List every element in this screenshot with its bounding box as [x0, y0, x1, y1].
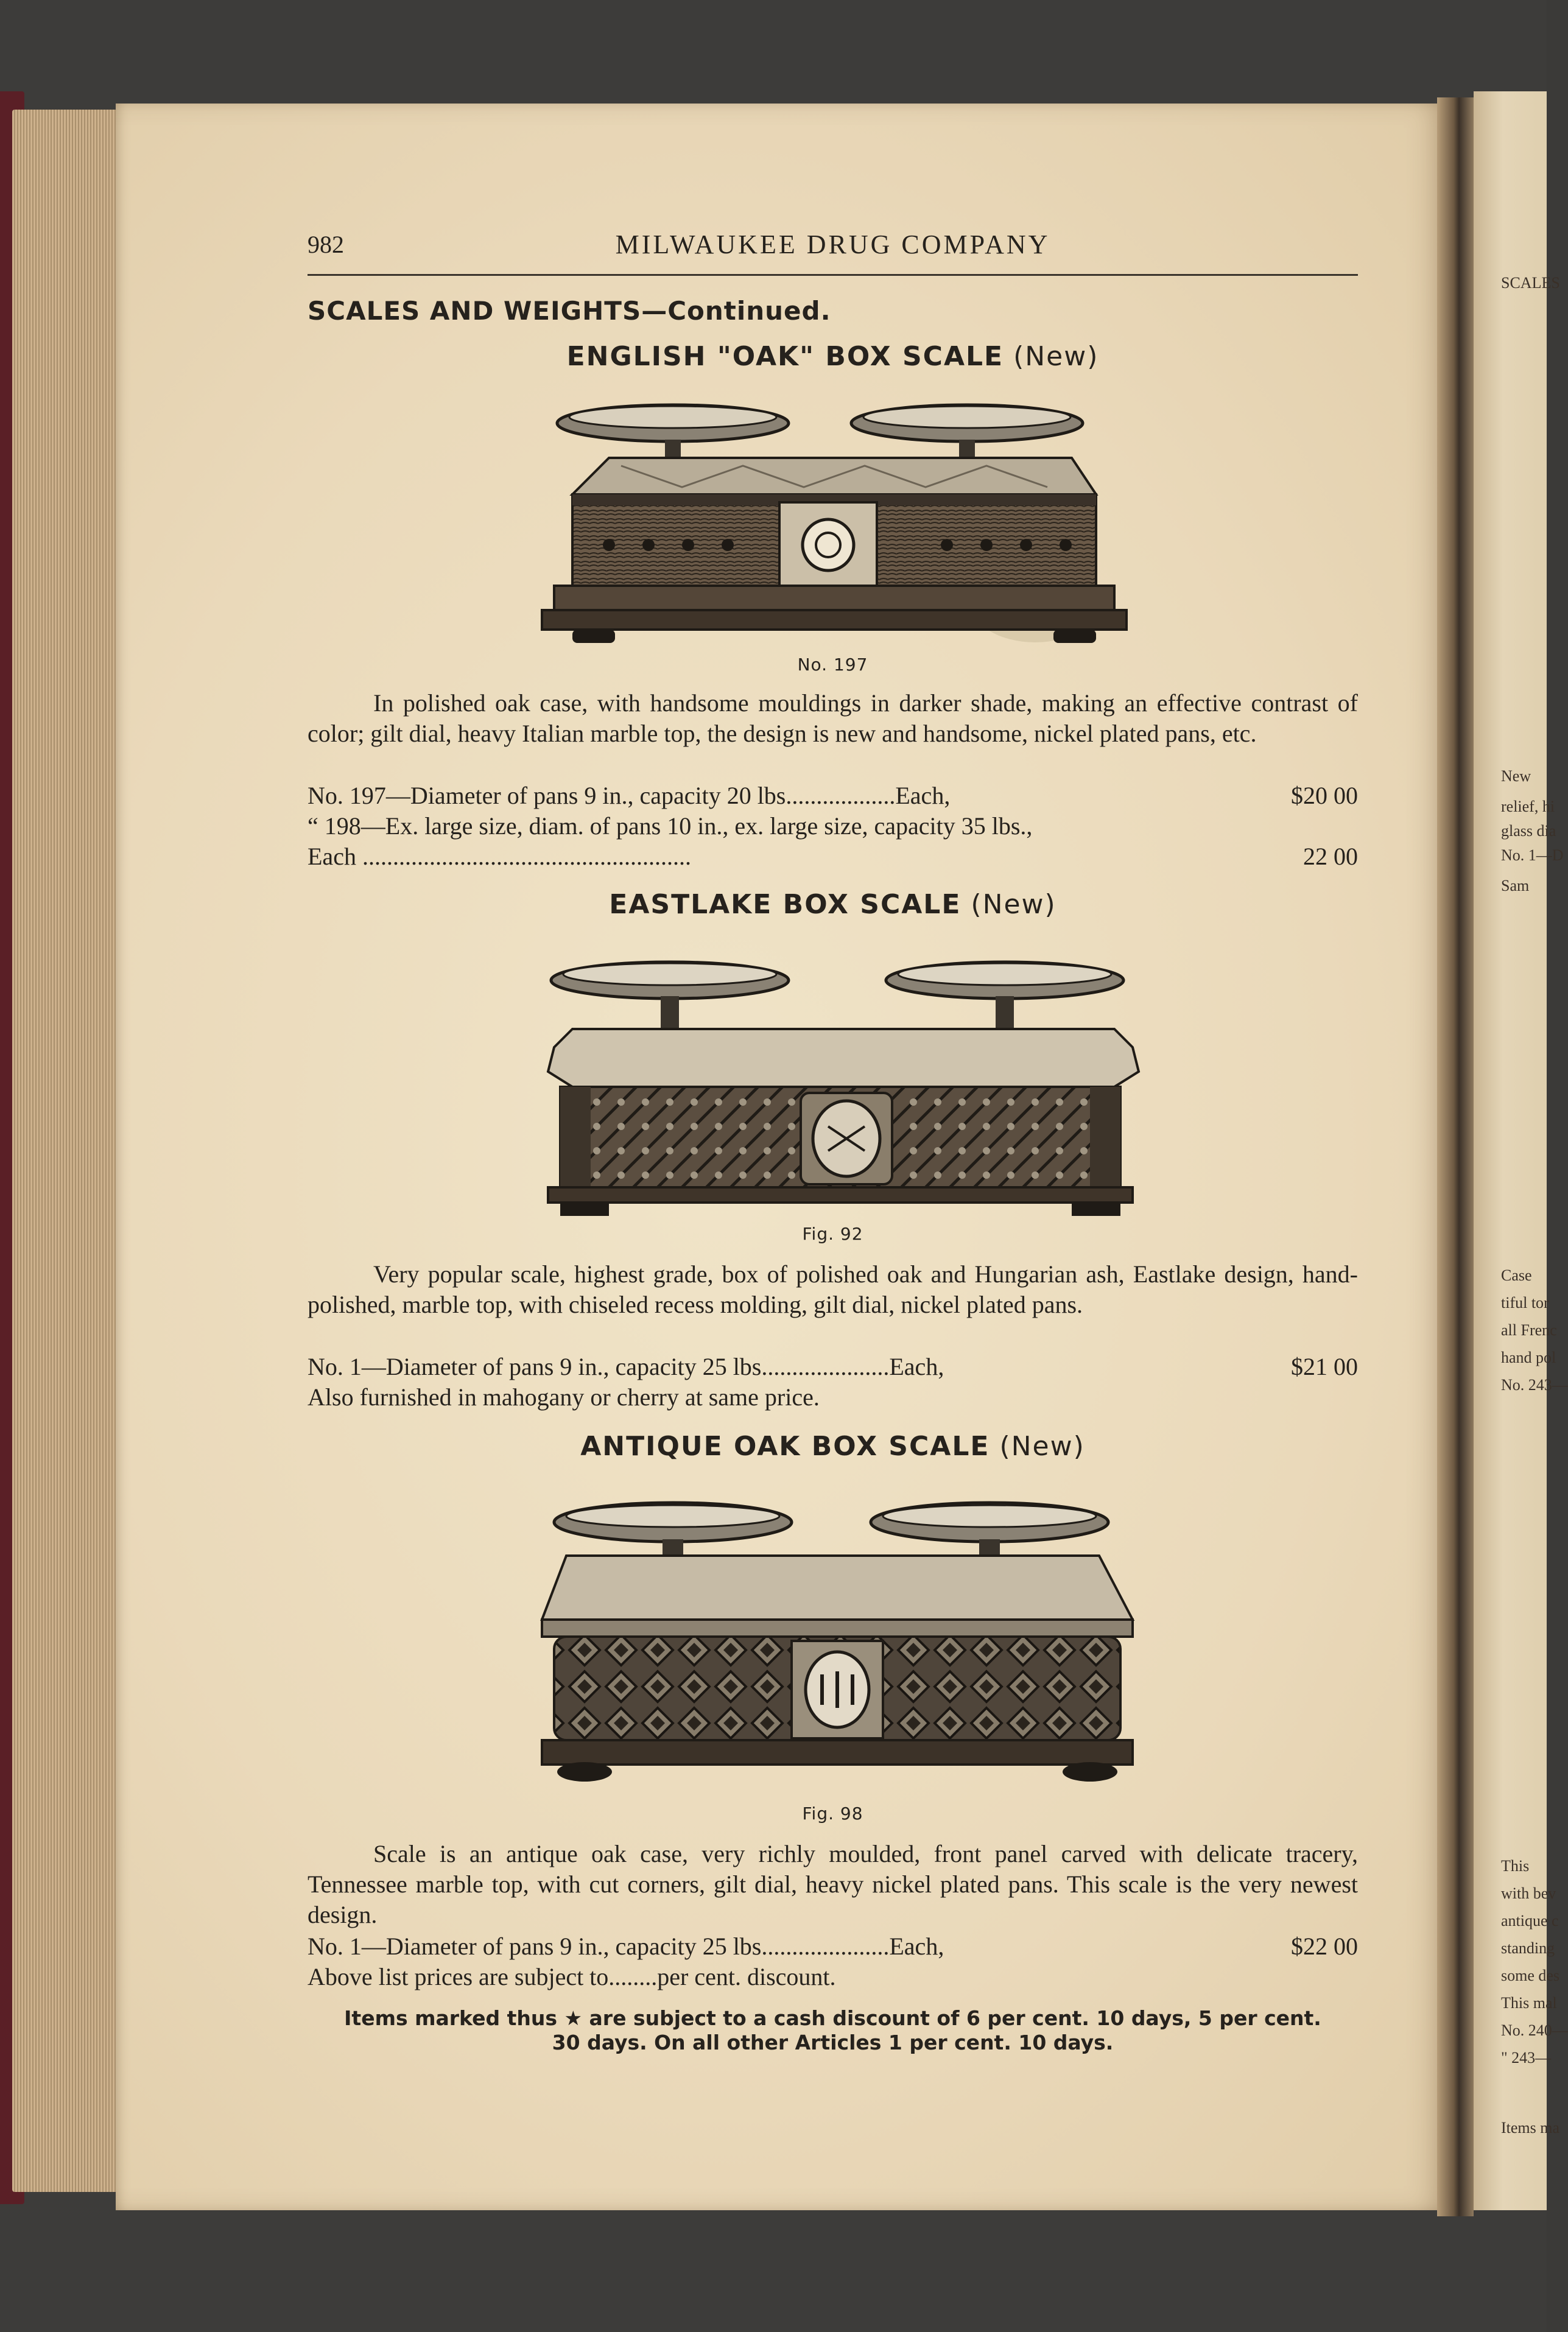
price-line	[308, 811, 1358, 841]
adjacent-page-fragment: antique c	[1501, 1912, 1559, 1930]
price-line-text: “ 198—Ex. large size, diam. of pans 10 in., ex. large size, capacity 35 lbs.,	[308, 812, 1033, 840]
adjacent-page-fragment: tiful tor	[1501, 1294, 1549, 1312]
adjacent-page-fragment: No. 243—	[1501, 1376, 1568, 1394]
price-line-text: Above list prices are subject to........per cent. discount.	[308, 1963, 836, 1990]
figure-caption: No. 197	[797, 655, 868, 675]
adjacent-page-fragment: New	[1501, 767, 1531, 785]
adjacent-page-fragment: No. 240—	[1501, 2021, 1568, 2039]
running-title: MILWAUKEE DRUG COMPANY	[615, 230, 1050, 259]
adjacent-page-fragment: Sam	[1501, 877, 1530, 894]
discount-note-line-2: 30 days. On all other Articles 1 per cent. 10 days.	[552, 2031, 1114, 2054]
adjacent-page-fragment: This	[1501, 1857, 1530, 1875]
adjacent-page-fragment: with bev	[1501, 1884, 1556, 1902]
product-title-text: EASTLAKE BOX SCALE	[609, 889, 962, 920]
product-title	[308, 889, 1358, 920]
antique-oak-scale-illustration	[530, 1486, 1139, 1790]
price-line-text: Each ......................................................	[308, 843, 691, 870]
product-title	[308, 341, 1358, 372]
product-title-text: ENGLISH "OAK" BOX SCALE	[566, 341, 1004, 372]
product-description	[308, 688, 1358, 749]
price-line-text: No. 1—Diameter of pans 9 in., capacity 25 lbs.....................Each,	[308, 1933, 944, 1960]
adjacent-page-fragment: No. 1—D	[1501, 846, 1564, 864]
discount-note-line-1: Items marked thus ★ are subject to a cash discount of 6 per cent. 10 days, 5 per cent.	[344, 2006, 1321, 2030]
adjacent-page-fragment: Items ma	[1501, 2119, 1560, 2137]
price-line	[308, 1931, 1358, 1962]
adjacent-page-fragment: " 243—	[1501, 2049, 1552, 2067]
adjacent-page-fragment: relief, hi	[1501, 798, 1555, 815]
adjacent-page-fragment: SCALES	[1501, 274, 1560, 292]
running-header	[308, 225, 1358, 276]
figure-caption: Fig. 98	[802, 1803, 863, 1824]
description-text: In polished oak case, with handsome mouldings in darker shade, making an effective contrast of color; gilt dial, heavy Italian marble top, the design is new and handsome, nickel plated pans, etc.	[308, 689, 1358, 747]
price-line	[308, 1382, 1358, 1413]
adjacent-page-fragment: Case	[1501, 1266, 1532, 1284]
adjacent-page-fragment: This mal	[1501, 1994, 1557, 2012]
price-line	[308, 1962, 1358, 1992]
adjacent-page-fragment: all Frenc	[1501, 1321, 1557, 1339]
product-description	[308, 1259, 1358, 1320]
price-value: $22 00	[1291, 1933, 1358, 1960]
figure-caption: Fig. 92	[802, 1224, 863, 1244]
page-number: 982	[308, 231, 344, 258]
price-line-text: Also furnished in mahogany or cherry at same price.	[308, 1383, 820, 1411]
eastlake-scale-illustration	[536, 944, 1145, 1218]
price-line	[308, 1352, 1358, 1382]
price-value: 22 00	[1303, 843, 1358, 870]
description-text: Scale is an antique oak case, very richly moulded, front panel carved with delicate tracery, Tennessee marble top, with cut corners, gilt dial, heavy nickel plated pans. This scale is the very newest design.	[308, 1840, 1358, 1928]
adjacent-page-fragment: glass dia	[1501, 822, 1556, 840]
product-new-tag: (New)	[971, 889, 1056, 920]
product-new-tag: (New)	[999, 1431, 1085, 1462]
product-title	[308, 1431, 1358, 1462]
product-description	[308, 1839, 1358, 1930]
product-title-text: ANTIQUE OAK BOX SCALE	[580, 1431, 990, 1462]
price-value: $20 00	[1291, 782, 1358, 809]
price-line-text: No. 197—Diameter of pans 9 in., capacity 20 lbs..................Each,	[308, 782, 951, 809]
english-oak-scale-illustration	[530, 390, 1139, 658]
price-line	[308, 781, 1358, 811]
price-line-text: No. 1—Diameter of pans 9 in., capacity 25 lbs.....................Each,	[308, 1353, 944, 1380]
description-text: Very popular scale, highest grade, box of polished oak and Hungarian ash, Eastlake design, hand-polished, marble top, with chiseled recess molding, gilt dial, nickel plated pans.	[308, 1260, 1358, 1318]
adjacent-page-fragment: hand pol	[1501, 1349, 1556, 1366]
adjacent-page-fragment: standing	[1501, 1939, 1555, 1957]
adjacent-page-fragment: some des	[1501, 1967, 1560, 1984]
section-heading: SCALES AND WEIGHTS—Continued.	[308, 296, 831, 326]
product-new-tag: (New)	[1013, 341, 1099, 372]
price-value: $21 00	[1291, 1353, 1358, 1380]
price-line	[308, 841, 1358, 872]
